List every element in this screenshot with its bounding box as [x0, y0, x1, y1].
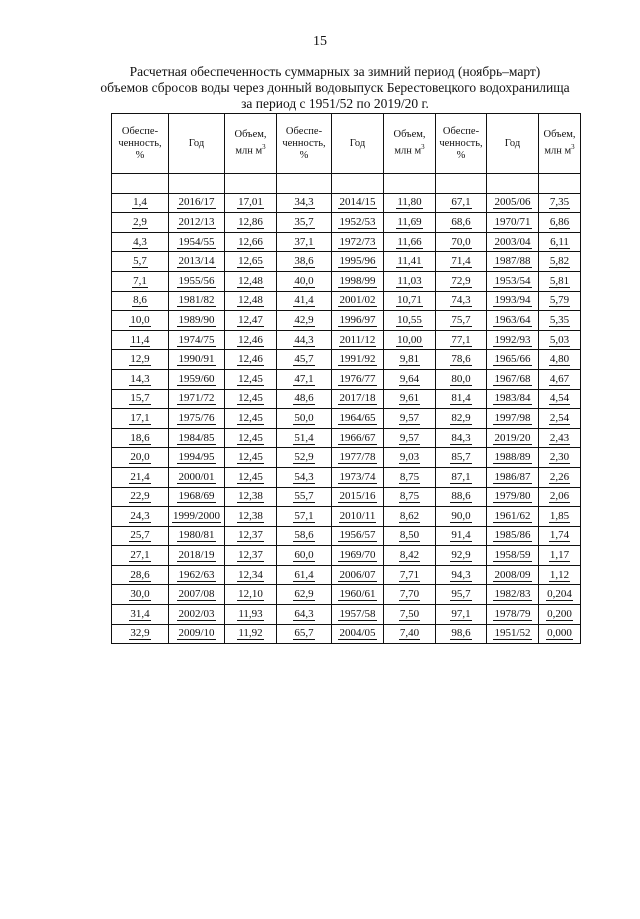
page-number: 15: [313, 34, 327, 49]
table-row: [112, 487, 581, 507]
year-cell: 1953/54: [487, 271, 539, 291]
year-cell: 1982/83: [487, 585, 539, 605]
probability-cell: 65,7: [277, 624, 332, 644]
col-probability-header: Обеспе- ченность, %: [436, 114, 487, 174]
volume-cell: 0,200: [539, 605, 581, 625]
table-body: [112, 193, 581, 644]
year-cell: 1952/53: [332, 213, 384, 233]
probability-cell: 32,9: [112, 624, 169, 644]
probability-cell: 20,0: [112, 448, 169, 468]
probability-cell: 87,1: [436, 467, 487, 487]
probability-cell: 47,1: [277, 369, 332, 389]
year-cell: 1977/78: [332, 448, 384, 468]
probability-cell: 60,0: [277, 546, 332, 566]
year-cell: 1997/98: [487, 409, 539, 429]
volume-cell: 12,46: [225, 350, 277, 370]
probability-cell: 24,3: [112, 507, 169, 527]
col-year-header: Год: [487, 114, 539, 174]
table-row: [112, 193, 581, 213]
volume-cell: 9,81: [384, 350, 436, 370]
year-cell: 2017/18: [332, 389, 384, 409]
table-row: [112, 389, 581, 409]
year-cell: 1956/57: [332, 526, 384, 546]
volume-cell: 12,45: [225, 467, 277, 487]
col-year-header: Год: [169, 114, 225, 174]
probability-cell: 54,3: [277, 467, 332, 487]
year-cell: 1971/72: [169, 389, 225, 409]
year-cell: 2019/20: [487, 428, 539, 448]
volume-cell: 5,03: [539, 330, 581, 350]
title-line-2: объемов сбросов воды через донный водовыпуск Берестовецкого водохранилища: [100, 80, 570, 95]
probability-cell: 95,7: [436, 585, 487, 605]
year-cell: 2006/07: [332, 565, 384, 585]
year-cell: 1973/74: [332, 467, 384, 487]
year-cell: 2009/10: [169, 624, 225, 644]
year-cell: 2007/08: [169, 585, 225, 605]
year-cell: 1967/68: [487, 369, 539, 389]
year-cell: 1989/90: [169, 311, 225, 331]
probability-cell: 58,6: [277, 526, 332, 546]
volume-cell: 2,26: [539, 467, 581, 487]
year-cell: 1988/89: [487, 448, 539, 468]
volume-cell: 11,80: [384, 193, 436, 213]
table-title: [90, 64, 580, 112]
table-row: [112, 467, 581, 487]
volume-cell: 6,86: [539, 213, 581, 233]
year-cell: 1985/86: [487, 526, 539, 546]
probability-cell: 2,9: [112, 213, 169, 233]
header-row: [112, 114, 581, 174]
col-volume-header: Объем, млн $м^3$: [539, 114, 581, 174]
volume-cell: 0,000: [539, 624, 581, 644]
year-cell: 1962/63: [169, 565, 225, 585]
year-cell: 1966/67: [332, 428, 384, 448]
probability-cell: 7,1: [112, 271, 169, 291]
table-row: [112, 605, 581, 625]
probability-cell: 98,6: [436, 624, 487, 644]
volume-cell: 12,37: [225, 546, 277, 566]
probability-cell: 88,6: [436, 487, 487, 507]
year-cell: 1957/58: [332, 605, 384, 625]
table-row: [112, 448, 581, 468]
volume-cell: 12,46: [225, 330, 277, 350]
volume-cell: 5,35: [539, 311, 581, 331]
probability-cell: 21,4: [112, 467, 169, 487]
volume-cell: 9,57: [384, 409, 436, 429]
volume-cell: 11,03: [384, 271, 436, 291]
volume-cell: 12,86: [225, 213, 277, 233]
probability-cell: 44,3: [277, 330, 332, 350]
col-probability-header: Обеспе- ченность, %: [277, 114, 332, 174]
probability-cell: 37,1: [277, 232, 332, 252]
year-cell: 2008/09: [487, 565, 539, 585]
volume-cell: 8,75: [384, 467, 436, 487]
year-cell: 1990/91: [169, 350, 225, 370]
probability-cell: 11,4: [112, 330, 169, 350]
table-row: [112, 369, 581, 389]
probability-cell: 64,3: [277, 605, 332, 625]
probability-cell: 78,6: [436, 350, 487, 370]
probability-cell: 84,3: [436, 428, 487, 448]
year-cell: 2013/14: [169, 252, 225, 272]
probability-cell: 62,9: [277, 585, 332, 605]
probability-cell: 80,0: [436, 369, 487, 389]
volume-cell: 5,79: [539, 291, 581, 311]
probability-cell: 1,4: [112, 193, 169, 213]
volume-cell: 2,43: [539, 428, 581, 448]
year-cell: 1955/56: [169, 271, 225, 291]
year-cell: 1983/84: [487, 389, 539, 409]
table-row: [112, 585, 581, 605]
year-cell: 1951/52: [487, 624, 539, 644]
probability-cell: 48,6: [277, 389, 332, 409]
table-row: [112, 291, 581, 311]
probability-cell: 41,4: [277, 291, 332, 311]
year-cell: 1959/60: [169, 369, 225, 389]
year-cell: 1975/76: [169, 409, 225, 429]
probability-cell: 82,9: [436, 409, 487, 429]
volume-cell: 2,06: [539, 487, 581, 507]
header-spacer-row: [112, 174, 581, 194]
volume-cell: 8,50: [384, 526, 436, 546]
probability-cell: 90,0: [436, 507, 487, 527]
year-cell: 1972/73: [332, 232, 384, 252]
table-row: [112, 565, 581, 585]
year-cell: 1993/94: [487, 291, 539, 311]
volume-cell: 12,48: [225, 271, 277, 291]
volume-cell: 12,45: [225, 389, 277, 409]
year-cell: 1969/70: [332, 546, 384, 566]
volume-cell: 7,71: [384, 565, 436, 585]
discharge-probability-table: [111, 113, 581, 644]
year-cell: 1999/2000: [169, 507, 225, 527]
probability-cell: 97,1: [436, 605, 487, 625]
probability-cell: 28,6: [112, 565, 169, 585]
year-cell: 1958/59: [487, 546, 539, 566]
volume-cell: 5,81: [539, 271, 581, 291]
table-row: [112, 330, 581, 350]
volume-cell: 0,204: [539, 585, 581, 605]
volume-cell: 12,45: [225, 369, 277, 389]
volume-cell: 4,80: [539, 350, 581, 370]
volume-cell: 8,75: [384, 487, 436, 507]
volume-cell: 11,69: [384, 213, 436, 233]
probability-cell: 74,3: [436, 291, 487, 311]
volume-cell: 1,85: [539, 507, 581, 527]
probability-cell: 31,4: [112, 605, 169, 625]
year-cell: 1970/71: [487, 213, 539, 233]
volume-cell: 9,61: [384, 389, 436, 409]
probability-cell: 70,0: [436, 232, 487, 252]
volume-cell: 11,41: [384, 252, 436, 272]
volume-cell: 7,70: [384, 585, 436, 605]
year-cell: 1987/88: [487, 252, 539, 272]
year-cell: 2010/11: [332, 507, 384, 527]
probability-cell: 67,1: [436, 193, 487, 213]
volume-cell: 1,17: [539, 546, 581, 566]
year-cell: 1963/64: [487, 311, 539, 331]
probability-cell: 52,9: [277, 448, 332, 468]
year-cell: 1984/85: [169, 428, 225, 448]
volume-cell: 12,48: [225, 291, 277, 311]
volume-cell: 12,38: [225, 487, 277, 507]
probability-cell: 22,9: [112, 487, 169, 507]
volume-cell: 4,54: [539, 389, 581, 409]
probability-cell: 55,7: [277, 487, 332, 507]
year-cell: 1960/61: [332, 585, 384, 605]
probability-cell: 71,4: [436, 252, 487, 272]
volume-cell: 12,45: [225, 409, 277, 429]
probability-cell: 42,9: [277, 311, 332, 331]
year-cell: 1954/55: [169, 232, 225, 252]
volume-cell: 2,30: [539, 448, 581, 468]
year-cell: 1986/87: [487, 467, 539, 487]
volume-cell: 11,92: [225, 624, 277, 644]
probability-cell: 40,0: [277, 271, 332, 291]
table-row: [112, 546, 581, 566]
volume-cell: 12,45: [225, 428, 277, 448]
year-cell: 1976/77: [332, 369, 384, 389]
volume-cell: 12,10: [225, 585, 277, 605]
probability-cell: 50,0: [277, 409, 332, 429]
year-cell: 1996/97: [332, 311, 384, 331]
probability-cell: 15,7: [112, 389, 169, 409]
year-cell: 1995/96: [332, 252, 384, 272]
year-cell: 1974/75: [169, 330, 225, 350]
year-cell: 1964/65: [332, 409, 384, 429]
probability-cell: 45,7: [277, 350, 332, 370]
year-cell: 1992/93: [487, 330, 539, 350]
volume-cell: 12,38: [225, 507, 277, 527]
year-cell: 1994/95: [169, 448, 225, 468]
volume-cell: 8,62: [384, 507, 436, 527]
probability-cell: 92,9: [436, 546, 487, 566]
table-row: [112, 311, 581, 331]
volume-cell: 12,65: [225, 252, 277, 272]
probability-cell: 14,3: [112, 369, 169, 389]
year-cell: 2011/12: [332, 330, 384, 350]
table-row: [112, 507, 581, 527]
table-row: [112, 232, 581, 252]
volume-cell: 8,42: [384, 546, 436, 566]
volume-cell: 6,11: [539, 232, 581, 252]
volume-cell: 5,82: [539, 252, 581, 272]
year-cell: 1998/99: [332, 271, 384, 291]
col-volume-header: Объем, млн $м^3$: [384, 114, 436, 174]
year-cell: 2003/04: [487, 232, 539, 252]
volume-cell: 9,03: [384, 448, 436, 468]
year-cell: 1968/69: [169, 487, 225, 507]
probability-cell: 10,0: [112, 311, 169, 331]
probability-cell: 30,0: [112, 585, 169, 605]
probability-cell: 77,1: [436, 330, 487, 350]
probability-cell: 72,9: [436, 271, 487, 291]
year-cell: 1981/82: [169, 291, 225, 311]
volume-cell: 7,40: [384, 624, 436, 644]
year-cell: 1979/80: [487, 487, 539, 507]
volume-cell: 10,71: [384, 291, 436, 311]
volume-cell: 12,45: [225, 448, 277, 468]
year-cell: 1991/92: [332, 350, 384, 370]
table-row: [112, 624, 581, 644]
table-row: [112, 213, 581, 233]
year-cell: 2012/13: [169, 213, 225, 233]
probability-cell: 12,9: [112, 350, 169, 370]
col-probability-header: Обеспе- ченность, %: [112, 114, 169, 174]
probability-cell: 61,4: [277, 565, 332, 585]
probability-cell: 25,7: [112, 526, 169, 546]
year-cell: 2000/01: [169, 467, 225, 487]
table-row: [112, 409, 581, 429]
probability-cell: 4,3: [112, 232, 169, 252]
probability-cell: 27,1: [112, 546, 169, 566]
volume-cell: 10,00: [384, 330, 436, 350]
year-cell: 1961/62: [487, 507, 539, 527]
probability-cell: 51,4: [277, 428, 332, 448]
volume-cell: 7,35: [539, 193, 581, 213]
probability-cell: 18,6: [112, 428, 169, 448]
volume-cell: 7,50: [384, 605, 436, 625]
year-cell: 2005/06: [487, 193, 539, 213]
probability-cell: 85,7: [436, 448, 487, 468]
table-row: [112, 252, 581, 272]
year-cell: 1965/66: [487, 350, 539, 370]
volume-cell: 12,37: [225, 526, 277, 546]
volume-cell: 9,57: [384, 428, 436, 448]
volume-cell: 17,01: [225, 193, 277, 213]
volume-cell: 11,93: [225, 605, 277, 625]
probability-cell: 68,6: [436, 213, 487, 233]
probability-cell: 34,3: [277, 193, 332, 213]
year-cell: 2002/03: [169, 605, 225, 625]
table-row: [112, 350, 581, 370]
volume-cell: 10,55: [384, 311, 436, 331]
year-cell: 2014/15: [332, 193, 384, 213]
year-cell: 2001/02: [332, 291, 384, 311]
table-row: [112, 271, 581, 291]
probability-cell: 5,7: [112, 252, 169, 272]
probability-cell: 57,1: [277, 507, 332, 527]
year-cell: 1980/81: [169, 526, 225, 546]
col-year-header: Год: [332, 114, 384, 174]
title-line-1: Расчетная обеспеченность суммарных за зимний период (ноябрь–март): [129, 64, 541, 79]
table-row: [112, 526, 581, 546]
year-cell: 2015/16: [332, 487, 384, 507]
year-cell: 2004/05: [332, 624, 384, 644]
volume-cell: 1,12: [539, 565, 581, 585]
col-volume-header: Объем, млн $м^3$: [225, 114, 277, 174]
table-row: [112, 428, 581, 448]
volume-cell: 1,74: [539, 526, 581, 546]
probability-cell: 94,3: [436, 565, 487, 585]
probability-cell: 17,1: [112, 409, 169, 429]
probability-cell: 75,7: [436, 311, 487, 331]
volume-cell: 12,47: [225, 311, 277, 331]
year-cell: 2016/17: [169, 193, 225, 213]
year-cell: 2018/19: [169, 546, 225, 566]
probability-cell: 35,7: [277, 213, 332, 233]
probability-cell: 91,4: [436, 526, 487, 546]
volume-cell: 2,54: [539, 409, 581, 429]
title-line-3: за период с 1951/52 по 2019/20 г.: [241, 96, 429, 111]
volume-cell: 9,64: [384, 369, 436, 389]
volume-cell: 12,34: [225, 565, 277, 585]
probability-cell: 8,6: [112, 291, 169, 311]
volume-cell: 11,66: [384, 232, 436, 252]
volume-cell: 12,66: [225, 232, 277, 252]
probability-cell: 81,4: [436, 389, 487, 409]
probability-cell: 38,6: [277, 252, 332, 272]
volume-cell: 4,67: [539, 369, 581, 389]
year-cell: 1978/79: [487, 605, 539, 625]
